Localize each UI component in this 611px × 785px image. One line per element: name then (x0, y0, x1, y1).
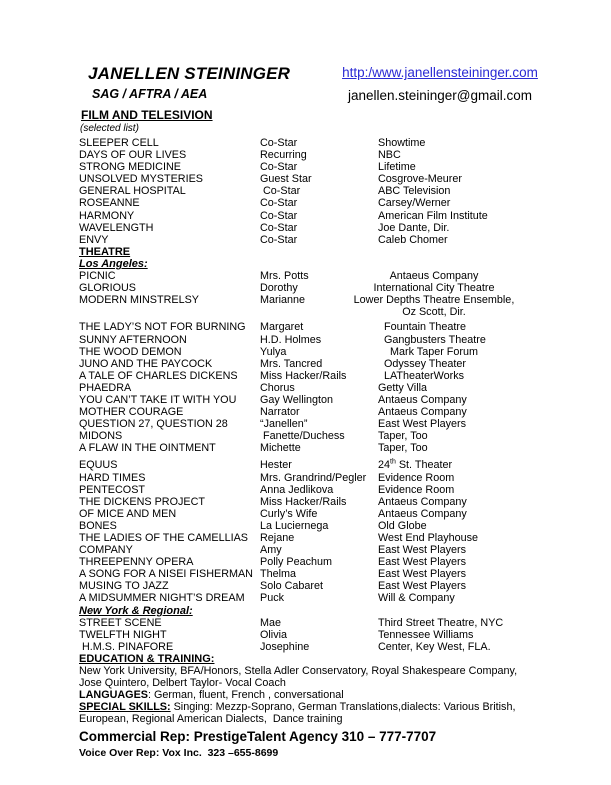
education-line-2: Jose Quintero, Delbert Taylor- Vocal Coach (79, 677, 286, 690)
credit-role: Yulya (260, 345, 287, 358)
credit-company: Fountain Theatre (378, 321, 467, 334)
credit-title: PENTECOST (79, 483, 145, 496)
credit-company: East West Players (378, 418, 467, 431)
credit-title: STREET SCENE (79, 616, 162, 629)
credit-company: Antaeus Company (378, 393, 467, 406)
credit-title: MUSING TO JAZZ (79, 580, 169, 593)
resume-content (79, 64, 585, 761)
person-name: JANELLEN STEININGER (88, 64, 291, 83)
credit-role: Thelma (260, 568, 297, 581)
credit-title: EQUUS (79, 459, 118, 472)
credit-company: East West Players (378, 556, 467, 569)
credit-company: American Film Institute (378, 209, 488, 222)
commercial-rep-line: Commercial Rep: PrestigeTalent Agency 310 – 777-7707 (79, 728, 437, 744)
credit-company: Lifetime (378, 161, 416, 174)
special-skills-line-1 (79, 701, 585, 713)
credit-row (79, 222, 585, 234)
credit-title: QUESTION 27, QUESTION 28 (79, 418, 228, 431)
new-york-regional-label: New York & Regional: (79, 604, 193, 617)
credit-title: TWELFTH NIGHT (79, 628, 167, 641)
credit-role: Puck (260, 592, 285, 605)
credit-company: Evidence Room (378, 483, 455, 496)
credit-role: Amy (260, 544, 282, 557)
credit-company: East West Players (378, 580, 467, 593)
credit-company: Old Globe (378, 519, 427, 532)
credit-role: Co-Star (260, 233, 298, 246)
credit-title: A TALE OF CHARLES DICKENS (79, 369, 238, 382)
credit-title: DAYS OF OUR LIVES (79, 149, 187, 162)
credit-title: STRONG MEDICINE (79, 161, 181, 174)
credit-row (79, 442, 585, 454)
credit-company: Antaeus Company (389, 270, 479, 283)
credit-title: MOTHER COURAGE (79, 406, 184, 419)
special-skills-text: Singing: Mezzp-Soprano, German Translations,dialects: Various British, (170, 701, 516, 714)
credit-title: SUNNY AFTERNOON (79, 333, 187, 346)
credit-company: Tennessee Williams (378, 628, 474, 641)
credit-company: International City Theatre (373, 282, 495, 295)
credit-row (79, 382, 585, 394)
film-tv-credit-list (79, 137, 585, 246)
credit-role: Mae (260, 616, 282, 629)
credit-row (79, 418, 585, 430)
credit-title: A FLAW IN THE OINTMENT (79, 442, 216, 455)
credit-row (79, 556, 585, 568)
credit-role: Olivia (260, 628, 287, 641)
languages-label: LANGUAGES (79, 689, 148, 702)
credit-row (79, 580, 585, 592)
credit-role: “Janellen” (260, 418, 308, 431)
credit-row (79, 197, 585, 209)
los-angeles-label: Los Angeles: (79, 257, 148, 270)
credit-row (79, 592, 585, 604)
credit-company: ABC Television (378, 185, 451, 198)
theatre-section-heading (79, 246, 585, 258)
credit-row (79, 234, 585, 246)
education-heading-label: EDUCATION & TRAINING: (79, 652, 215, 665)
credit-row (79, 321, 585, 333)
credit-title: PICNIC (79, 270, 116, 283)
credit-role: Anna Jedlikova (260, 483, 334, 496)
credit-role: Mrs. Grandrind/Pegler (260, 471, 367, 484)
credit-role: Narrator (260, 406, 300, 419)
credit-company: Joe Dante, Dir. (378, 221, 450, 234)
credit-company: Caleb Chomer (378, 233, 448, 246)
credit-title: H.M.S. PINAFORE (79, 640, 174, 653)
languages-text: : German, fluent, French , conversational (147, 689, 344, 702)
credit-title: JUNO AND THE PAYCOCK (79, 357, 213, 370)
header-right-1 (334, 64, 546, 82)
credit-row (79, 520, 585, 532)
credit-company: Gangbusters Theatre (378, 333, 486, 346)
credit-title: ENVY (79, 233, 109, 246)
credit-row (79, 484, 585, 496)
credit-company: Antaeus Company (378, 406, 467, 419)
credit-role: Guest Star (260, 173, 312, 186)
credit-title: THE LADIES OF THE CAMELLIAS (79, 532, 248, 544)
credit-row (79, 370, 585, 382)
selected-list-note: (selected list) (80, 123, 139, 134)
credit-company: Third Street Theatre, NYC (378, 616, 504, 629)
credit-company: Cosgrove-Meurer (378, 173, 463, 186)
credit-role: Marianne (260, 294, 306, 307)
credit-row (79, 617, 585, 629)
credit-title: WAVELENGTH (79, 221, 154, 234)
credit-row (79, 641, 585, 653)
credit-company: Antaeus Company (378, 507, 467, 520)
credit-role: Co-Star (260, 221, 298, 234)
credit-row (79, 210, 585, 222)
header-right-2 (334, 87, 546, 105)
credit-role: H.D. Holmes (260, 333, 322, 346)
credit-role: Mrs. Potts (260, 270, 309, 283)
union-affiliations: SAG / AFTRA / AEA (92, 87, 208, 101)
credit-role: Michette (260, 442, 301, 455)
credit-company: Taper, Too (378, 430, 428, 443)
credit-row (79, 358, 585, 370)
theatre-la-block-2 (79, 321, 585, 454)
credit-row (79, 496, 585, 508)
credit-row (79, 346, 585, 358)
credit-company: Antaeus Company (378, 495, 467, 508)
credit-row (79, 430, 585, 442)
credit-company: West End Playhouse (378, 532, 479, 544)
credit-role: Josephine (260, 640, 310, 653)
credit-role: Co-Star (260, 197, 298, 210)
header-row-1 (79, 64, 585, 87)
credit-company: East West Players (378, 568, 467, 581)
credit-title: UNSOLVED MYSTERIES (79, 173, 203, 186)
credit-title: YOU CAN’T TAKE IT WITH YOU (79, 393, 237, 406)
credit-company: Will & Company (378, 592, 455, 605)
new-york-regional-subheading (79, 605, 585, 617)
credit-company: 24th St. Theater (378, 458, 453, 472)
los-angeles-subheading (79, 258, 585, 270)
credit-title: THE DICKENS PROJECT (79, 495, 205, 508)
film-tv-section-heading: FILM AND TELESIVION (81, 108, 213, 122)
theatre-heading-label: THEATRE (79, 245, 131, 258)
credit-row (79, 406, 585, 418)
credit-row (79, 472, 585, 484)
credit-title: A SONG FOR A NISEI FISHERMAN (79, 568, 253, 581)
voiceover-rep-line: Voice Over Rep: Vox Inc. 323 –655-8699 (79, 746, 279, 759)
credit-role: Gay Wellington (260, 393, 334, 406)
credit-company: Taper, Too (378, 442, 428, 455)
credit-row (79, 459, 585, 471)
special-skills-line-2: European, Regional American Dialects, Dance training (79, 713, 343, 726)
theatre-la-block-1 (79, 270, 585, 318)
credit-company-line2: Oz Scott, Dir. (402, 306, 466, 319)
credit-role: Miss Hacker/Rails (260, 369, 347, 382)
credit-role: Dorothy (260, 282, 298, 295)
credit-company: Evidence Room (378, 471, 455, 484)
credit-title: OF MICE AND MEN (79, 507, 177, 520)
credit-role: Co-Star (260, 161, 298, 174)
credit-company: Odyssey Theater (378, 357, 467, 370)
credit-title: ROSEANNE (79, 197, 140, 210)
credit-role: Fanette/Duchess (260, 430, 345, 443)
credit-role: Curly’s Wife (260, 507, 318, 520)
credit-title: A MIDSUMMER NIGHT’S DREAM (79, 592, 245, 605)
theatre-la-block-3 (79, 459, 585, 604)
credit-title: THE WOOD DEMON (79, 345, 182, 358)
credit-role: Rejane (260, 532, 295, 544)
credit-title: HARMONY (79, 209, 135, 222)
credit-row (79, 334, 585, 346)
credit-row (79, 394, 585, 406)
credit-row (79, 629, 585, 641)
credit-role: Hester (260, 459, 292, 472)
credit-title: PHAEDRA (79, 381, 132, 394)
credit-title: BONES (79, 519, 117, 532)
credit-company: Carsey/Werner (378, 197, 451, 210)
special-skills-label: SPECIAL SKILLS: (79, 701, 171, 714)
credit-role: La Luciernega (260, 519, 329, 532)
credit-company: Showtime (378, 137, 426, 149)
credit-company: NBC (378, 149, 401, 162)
credit-row (79, 568, 585, 580)
credit-role: Miss Hacker/Rails (260, 495, 347, 508)
credit-row (79, 508, 585, 520)
credit-title: GENERAL HOSPITAL (79, 185, 186, 198)
credit-title: SLEEPER CELL (79, 137, 159, 149)
theatre-ny-block (79, 617, 585, 653)
credit-row (79, 161, 585, 173)
credit-row (79, 270, 585, 282)
credit-row (79, 173, 585, 185)
credit-role: Margaret (260, 321, 304, 334)
credit-title: THE LADY’S NOT FOR BURNING (79, 321, 246, 334)
credit-company: Lower Depths Theatre Ensemble, Oz Scott, Dir. (328, 294, 540, 318)
credit-role: Co-Star (260, 185, 301, 198)
credit-row (79, 185, 585, 197)
credit-company: LATheaterWorks (378, 369, 465, 382)
header-row-2 (79, 87, 585, 106)
credit-role: Polly Peachum (260, 556, 333, 569)
credit-title: MIDONS (79, 430, 123, 443)
credit-company: Center, Key West, FLA. (378, 640, 491, 653)
email-address: janellen.steininger@gmail.com (347, 88, 533, 103)
credit-role: Solo Cabaret (260, 580, 324, 593)
credit-role: Co-Star (260, 137, 298, 149)
education-line-1: New York University, BFA/Honors, Stella Adler Conservatory, Royal Shakespeare Company, (79, 665, 518, 678)
credit-row (79, 532, 585, 544)
credit-title: GLORIOUS (79, 282, 136, 295)
credit-title: THREEPENNY OPERA (79, 556, 194, 569)
credit-row (79, 282, 585, 294)
credit-row (79, 137, 585, 149)
credit-title: COMPANY (79, 544, 133, 557)
credit-role: Chorus (260, 381, 295, 394)
credit-row (79, 294, 585, 318)
languages-line (79, 689, 585, 701)
credit-role: Co-Star (260, 209, 298, 222)
website-link[interactable]: http:/www.janellensteininger.com (342, 65, 538, 80)
credit-role: Recurring (260, 149, 307, 162)
credit-title: HARD TIMES (79, 471, 146, 484)
credit-title: MODERN MINSTRELSY (79, 294, 199, 307)
credit-company: Getty Villa (378, 381, 428, 394)
credit-role: Mrs. Tancred (260, 357, 323, 370)
credit-row (79, 544, 585, 556)
credit-row (79, 149, 585, 161)
education-section-heading (79, 653, 585, 665)
credit-company: East West Players (378, 544, 467, 557)
credit-company: Mark Taper Forum (378, 345, 478, 358)
